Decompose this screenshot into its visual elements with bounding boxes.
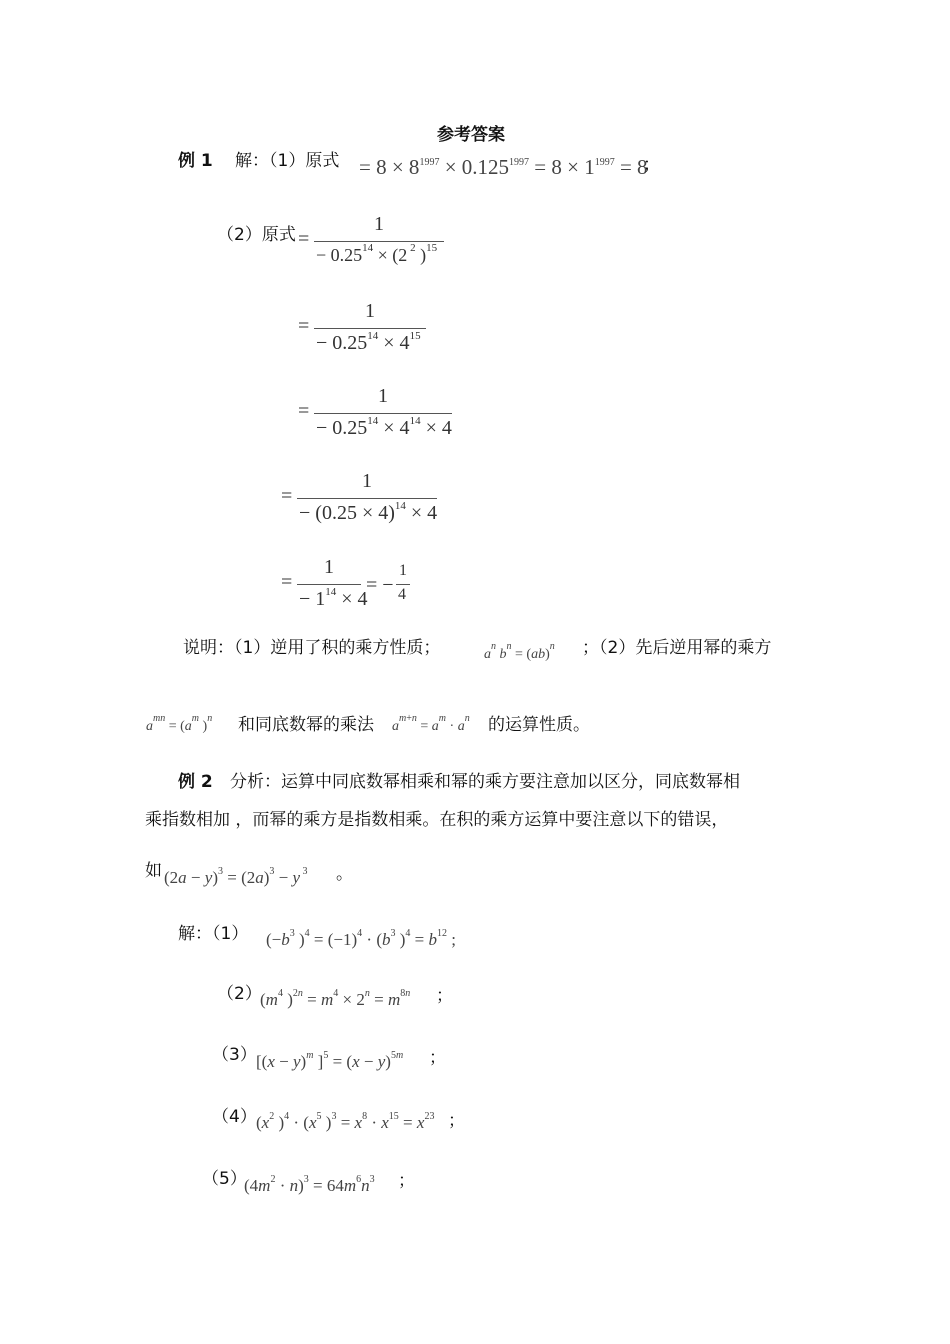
numerator: 1 [378, 385, 388, 407]
fraction-result: = − 1 4 [366, 562, 416, 612]
example-2-label: 例 2 [178, 772, 213, 792]
example-2-period: 。 [336, 864, 353, 884]
solution-1-formula: ($-b^3$ )$^4 = (-1)^4 \cdot (b^3$ )$^4 = b^{12}$ ; [266, 928, 456, 949]
note-line-2-mid: 和同底数幂的乘法 [238, 715, 374, 735]
numerator: 1 [365, 300, 375, 322]
fraction-step-1: = 1 − $0.25^{14} \times (2$ $^2$ )$^{15}$ [298, 213, 458, 273]
solution-4-label: （4） [212, 1107, 257, 1127]
example-2-error-formula: $(2a - y)^3 = (2a)^3 - y$ $^3$ [164, 866, 308, 887]
semicolon: ； [643, 155, 660, 175]
fraction-step-2: = 1 − $0.25^{14} \times 4^{15}$ [298, 300, 438, 360]
fraction-step-4: = 1 − $(0.25 \times 4)^{14} \times 4$ [281, 470, 438, 524]
note-line-1: 说明：（1）逆用了积的乘方性质； [183, 638, 441, 658]
fraction-step-3: = 1 − $0.25^{14} \times 4^{14} \times 4$ [298, 385, 452, 439]
solution-2-formula: ($m^4$ )$^{2n} = m^4 \times 2^n = m^{8n}$ [260, 988, 411, 1009]
example-1-label: 例 1 [178, 151, 213, 171]
numerator: 1 [399, 562, 407, 579]
note-formula-2: $a^{mn} = (a^m$ )$^n$ [146, 713, 213, 734]
example-1-solve: 解：（1）原式 [235, 151, 340, 171]
semicolon: ； [448, 1111, 465, 1131]
solution-2-label: （2） [217, 984, 262, 1004]
note-line-1-end: ；（2）先后逆用幂的乘方 [582, 638, 772, 658]
numerator: 1 [374, 213, 384, 235]
note-formula-1: $a^n$ $b^n = (ab)^n$ [484, 641, 555, 662]
semicolon: ； [436, 986, 453, 1006]
note-line-2-end: 的运算性质。 [488, 715, 590, 735]
fraction-step-5: = 1 − $1^{14} \times 4$ [281, 556, 368, 610]
numerator: 1 [324, 556, 334, 578]
example-1-part-2-label: （2）原式 [217, 225, 296, 245]
semicolon: ； [429, 1048, 446, 1068]
solution-3-formula: [$(x - y)^m$ ]$^5 = (x - y)^{5m}$ [256, 1050, 404, 1071]
solution-3-label: （3） [212, 1045, 257, 1065]
semicolon: ； [398, 1171, 415, 1191]
solution-5-label: （5） [202, 1169, 247, 1189]
note-formula-3: $a^{m+n} = a^m \cdot a^n$ [392, 713, 470, 734]
numerator: 1 [362, 470, 372, 492]
example-2-analysis-line-1: 分析：运算中同底数幂相乘和幂的乘方要注意加以区分，同底数幂相 [230, 772, 740, 792]
solution-1-label: 解：（1） [178, 924, 249, 944]
example-2-analysis-line-2: 乘指数相加 ，而幂的乘方是指数相乘。在积的乘方运算中要注意以下的错误， [145, 810, 729, 830]
solution-4-formula: ($x^2$ )$^4 \cdot (x^5$ )$^3 = x^8 \cdot x^{15} = x^{23}$ [256, 1111, 435, 1132]
page-title: 参考答案 [437, 125, 505, 145]
example-1-formula-1: = $8 \times 8^{1997} \times 0.125^{1997} = 8 \times 1^{1997} = 8$ [359, 155, 648, 179]
solution-5-formula: $(4m^2 \cdot n)^3 = 64m^6n^3$ [244, 1174, 375, 1195]
denominator: 4 [398, 586, 406, 603]
example-2-analysis-line-3: 如 [145, 861, 162, 881]
